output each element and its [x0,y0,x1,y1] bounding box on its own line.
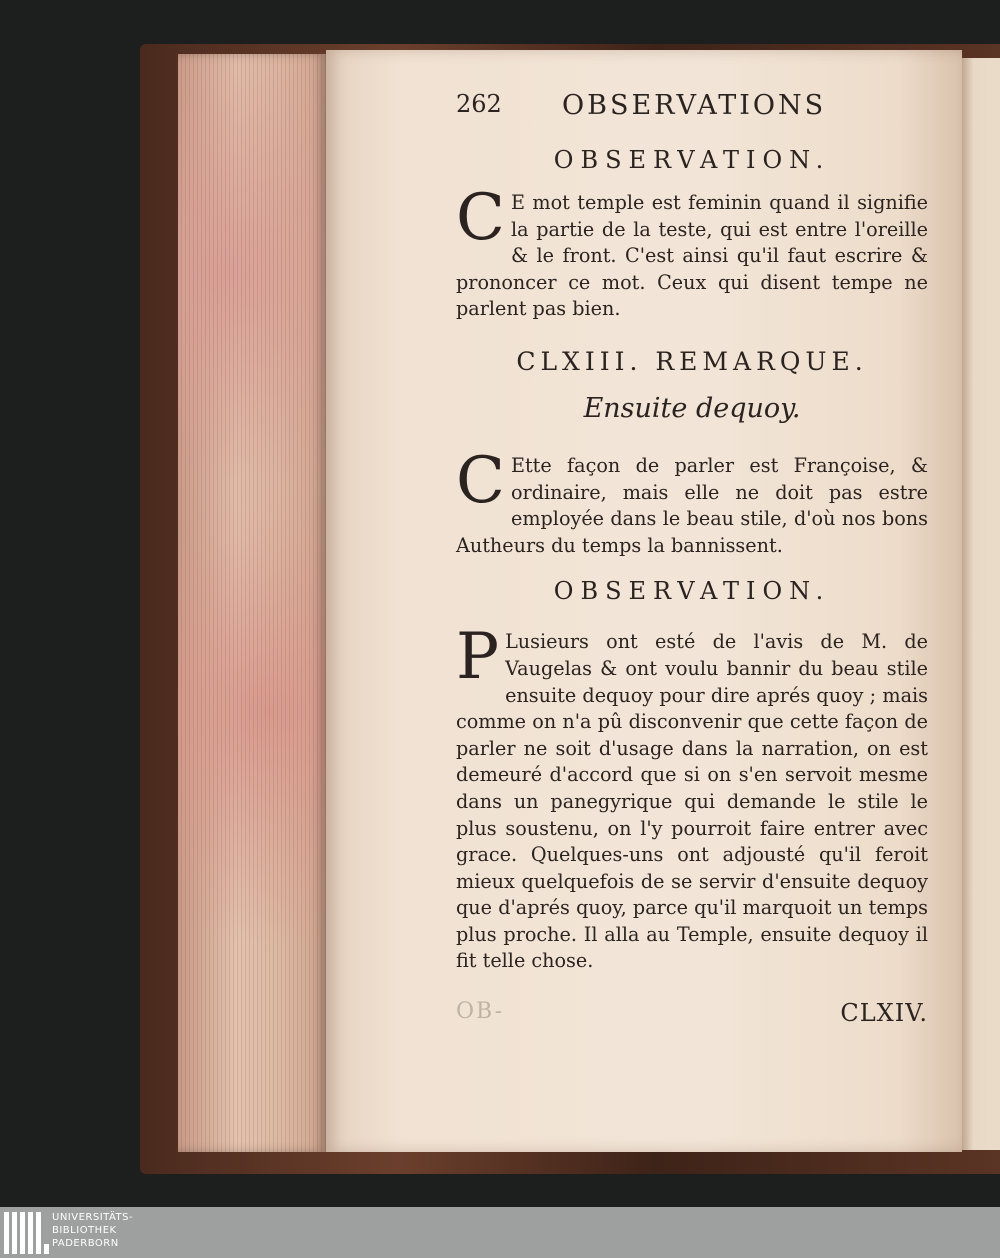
facing-page-edge [962,58,1000,1150]
library-logo-icon [4,1212,48,1254]
paragraph-plusieurs [456,620,928,975]
paragraph-temple [456,181,928,323]
page-content [456,84,928,1039]
page-footer [456,999,928,1039]
drop-cap: C [456,443,505,518]
catchword: CLXIV. [840,999,928,1028]
drop-cap: P [456,620,500,695]
page-number: 262 [456,90,502,118]
library-bar [0,1207,1000,1258]
remarque-subtitle: Ensuite dequoy. [583,392,801,424]
paragraph-ensuite [456,443,928,559]
running-head [456,84,928,124]
page-edges [178,54,326,1152]
paragraph-text: E mot temple est feminin quand il signifie la partie de la teste, qui est entre l'oreille & le front. C'est ainsi qu'il faut escrire & prononcer ce mot. Ceux qui disent tempe ne parlent pas bien. [456,191,928,321]
show-through-catchword: OB- [456,999,505,1025]
running-title: OBSERVATIONS [562,90,827,121]
paragraph-text: Ette façon de parler est Françoise, & ordinaire, mais elle ne doit pas estre employée dans le beau stile, d'où nos bons Autheurs du temps la bannissent. [456,453,928,557]
section-heading-remarque: CLXIII. REMARQUE. [516,346,868,376]
paragraph-text: Lusieurs ont esté de l'avis de M. de Vaugelas & ont voulu bannir du beau stile ensuite dequoy pour dire aprés quoy ; mais comme on n'a pû disconvenir que cette façon de parler ne soit d'usage dans la narration, on est demeuré d'accord que si on s'en servoit mesme dans un panegyrique qui demande le stile le plus soustenu, on l'y pourroit faire entrer avec grace. Quelques-uns ont adjousté qu'il feroit mieux quelquefois de se servir d'ensuite dequoy que d'aprés quoy, parce qu'il marquoit un temps plus proche. Il alla au Temple, ensuite dequoy il fit telle chose. [456,630,928,973]
drop-cap: C [456,181,505,255]
section-heading-observation-1: OBSERVATION. [553,146,831,174]
library-name: UNIVERSITÄTS- BIBLIOTHEK PADERBORN [52,1212,134,1249]
section-heading-observation-2: OBSERVATION. [553,577,831,606]
